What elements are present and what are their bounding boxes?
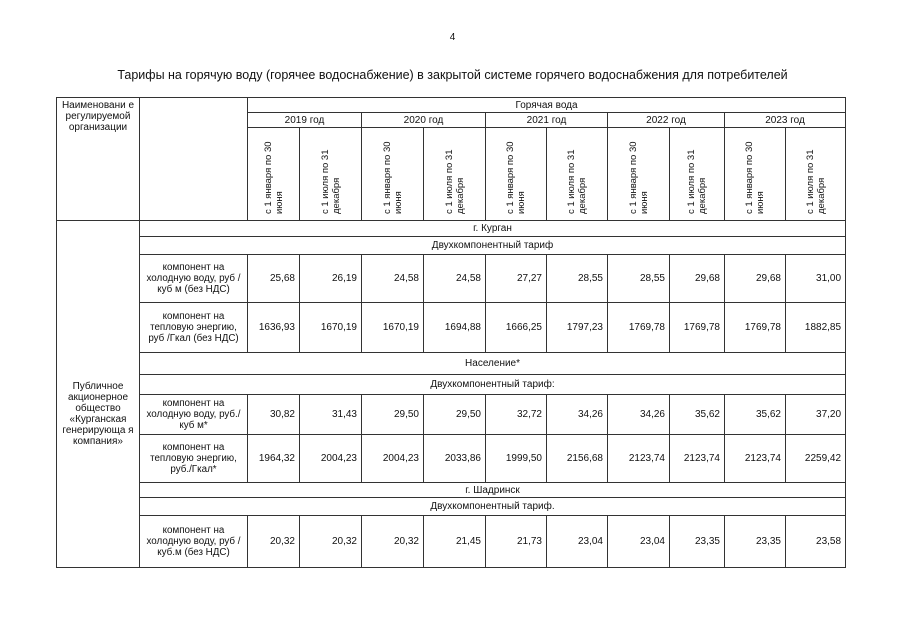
year-header-2022: 2022 год bbox=[608, 113, 725, 128]
tariff-value-cell: 24,58 bbox=[424, 255, 486, 303]
hot-water-header: Горячая вода bbox=[248, 98, 846, 113]
org-column-header: Наименовани е регулируемой организации bbox=[57, 98, 140, 221]
row-label: компонент на холодную воду, руб /куб.м (без НДС) bbox=[140, 516, 248, 568]
period-first-label: с 1 января по 30 июня bbox=[381, 141, 404, 214]
tariff-value-cell: 2259,42 bbox=[786, 435, 846, 483]
year-header-2021: 2021 год bbox=[486, 113, 608, 128]
section-two-component-tariff: Двухкомпонентный тариф: bbox=[140, 375, 846, 395]
tariff-value-cell: 20,32 bbox=[300, 516, 362, 568]
tariff-value-cell: 23,35 bbox=[725, 516, 786, 568]
tariff-value-cell: 29,68 bbox=[670, 255, 725, 303]
tariff-value-cell: 35,62 bbox=[670, 395, 725, 435]
tariff-value-cell: 1670,19 bbox=[300, 303, 362, 353]
tariff-value-cell: 23,04 bbox=[608, 516, 670, 568]
page-number: 4 bbox=[449, 32, 456, 43]
tariff-value-cell: 29,68 bbox=[725, 255, 786, 303]
tariff-value-cell: 26,19 bbox=[300, 255, 362, 303]
period-second-label: с 1 июля по 31 декабря bbox=[566, 149, 588, 214]
tariff-table bbox=[56, 97, 846, 568]
tariff-value-cell: 37,20 bbox=[786, 395, 846, 435]
tariff-value-cell: 31,00 bbox=[786, 255, 846, 303]
period-header bbox=[608, 128, 670, 221]
period-second-label: с 1 июля по 31 декабря bbox=[804, 149, 827, 214]
tariff-value-cell: 20,32 bbox=[248, 516, 300, 568]
period-header bbox=[547, 128, 608, 221]
row-label: компонент на холодную воду, руб./куб м* bbox=[140, 395, 248, 435]
tariff-value-cell: 2123,74 bbox=[670, 435, 725, 483]
tariff-value-cell: 34,26 bbox=[547, 395, 608, 435]
tariff-value-cell: 1769,78 bbox=[725, 303, 786, 353]
period-first-label: с 1 января по 30 июня bbox=[627, 141, 650, 214]
tariff-value-cell: 2004,23 bbox=[300, 435, 362, 483]
period-second-label: с 1 июля по 31 декабря bbox=[319, 149, 342, 214]
tariff-value-cell: 2156,68 bbox=[547, 435, 608, 483]
period-first-label: с 1 января по 30 июня bbox=[262, 141, 285, 214]
tariff-value-cell: 31,43 bbox=[300, 395, 362, 435]
tariff-value-cell: 1636,93 bbox=[248, 303, 300, 353]
table-row bbox=[57, 395, 846, 435]
row-label: компонент на тепловую энергию, руб /Гкал (без НДС) bbox=[140, 303, 248, 353]
tariff-value-cell: 1769,78 bbox=[670, 303, 725, 353]
year-header-2019: 2019 год bbox=[248, 113, 362, 128]
tariff-value-cell: 30,82 bbox=[248, 395, 300, 435]
tariff-value-cell: 23,35 bbox=[670, 516, 725, 568]
tariff-value-cell: 32,72 bbox=[486, 395, 547, 435]
section-city-shadrinsk: г. Шадринск bbox=[140, 483, 846, 498]
tariff-value-cell: 29,50 bbox=[424, 395, 486, 435]
tariff-value-cell: 28,55 bbox=[547, 255, 608, 303]
tariff-value-cell: 21,45 bbox=[424, 516, 486, 568]
period-header bbox=[300, 128, 362, 221]
section-city-kurgan: г. Курган bbox=[140, 221, 846, 237]
table-row bbox=[57, 516, 846, 568]
tariff-value-cell: 21,73 bbox=[486, 516, 547, 568]
tariff-value-cell: 28,55 bbox=[608, 255, 670, 303]
tariff-value-cell: 24,58 bbox=[362, 255, 424, 303]
tariff-value-cell: 34,26 bbox=[608, 395, 670, 435]
table-row bbox=[57, 435, 846, 483]
period-first-label: с 1 января по 30 июня bbox=[505, 141, 527, 214]
indicator-column-header bbox=[140, 98, 248, 221]
period-second-label: с 1 июля по 31 декабря bbox=[686, 149, 708, 214]
period-header bbox=[786, 128, 846, 221]
section-two-component-tariff: Двухкомпонентный тариф. bbox=[140, 498, 846, 516]
tariff-value-cell: 2004,23 bbox=[362, 435, 424, 483]
organization-cell: Публичное акционерное общество «Курганская генерирующа я компания» bbox=[57, 221, 140, 568]
period-header bbox=[362, 128, 424, 221]
period-header bbox=[424, 128, 486, 221]
tariff-value-cell: 1670,19 bbox=[362, 303, 424, 353]
tariff-value-cell: 29,50 bbox=[362, 395, 424, 435]
year-header-2023: 2023 год bbox=[725, 113, 846, 128]
tariff-value-cell: 1964,32 bbox=[248, 435, 300, 483]
tariff-value-cell: 20,32 bbox=[362, 516, 424, 568]
section-population: Население* bbox=[140, 353, 846, 375]
tariff-value-cell: 2033,86 bbox=[424, 435, 486, 483]
tariff-value-cell: 1999,50 bbox=[486, 435, 547, 483]
tariff-value-cell: 27,27 bbox=[486, 255, 547, 303]
period-header bbox=[670, 128, 725, 221]
row-label: компонент на тепловую энергию, руб./Гкал* bbox=[140, 435, 248, 483]
row-label: компонент на холодную воду, руб /куб м (без НДС) bbox=[140, 255, 248, 303]
tariff-value-cell: 2123,74 bbox=[608, 435, 670, 483]
tariff-value-cell: 25,68 bbox=[248, 255, 300, 303]
tariff-value-cell: 35,62 bbox=[725, 395, 786, 435]
section-two-component-tariff: Двухкомпонентный тариф bbox=[140, 237, 846, 255]
period-header bbox=[248, 128, 300, 221]
period-header bbox=[486, 128, 547, 221]
table-row bbox=[57, 255, 846, 303]
table-row bbox=[57, 303, 846, 353]
year-header-2020: 2020 год bbox=[362, 113, 486, 128]
tariff-value-cell: 1694,88 bbox=[424, 303, 486, 353]
tariff-value-cell: 1797,23 bbox=[547, 303, 608, 353]
period-first-label: с 1 января по 30 июня bbox=[744, 141, 766, 214]
tariff-value-cell: 1666,25 bbox=[486, 303, 547, 353]
tariff-value-cell: 1882,85 bbox=[786, 303, 846, 353]
tariff-value-cell: 23,58 bbox=[786, 516, 846, 568]
tariff-value-cell: 2123,74 bbox=[725, 435, 786, 483]
period-header bbox=[725, 128, 786, 221]
tariff-value-cell: 23,04 bbox=[547, 516, 608, 568]
period-second-label: с 1 июля по 31 декабря bbox=[443, 149, 466, 214]
document-title: Тарифы на горячую воду (горячее водоснабжение) в закрытой системе горячего водоснабжения для потребителей bbox=[117, 68, 788, 82]
tariff-value-cell: 1769,78 bbox=[608, 303, 670, 353]
